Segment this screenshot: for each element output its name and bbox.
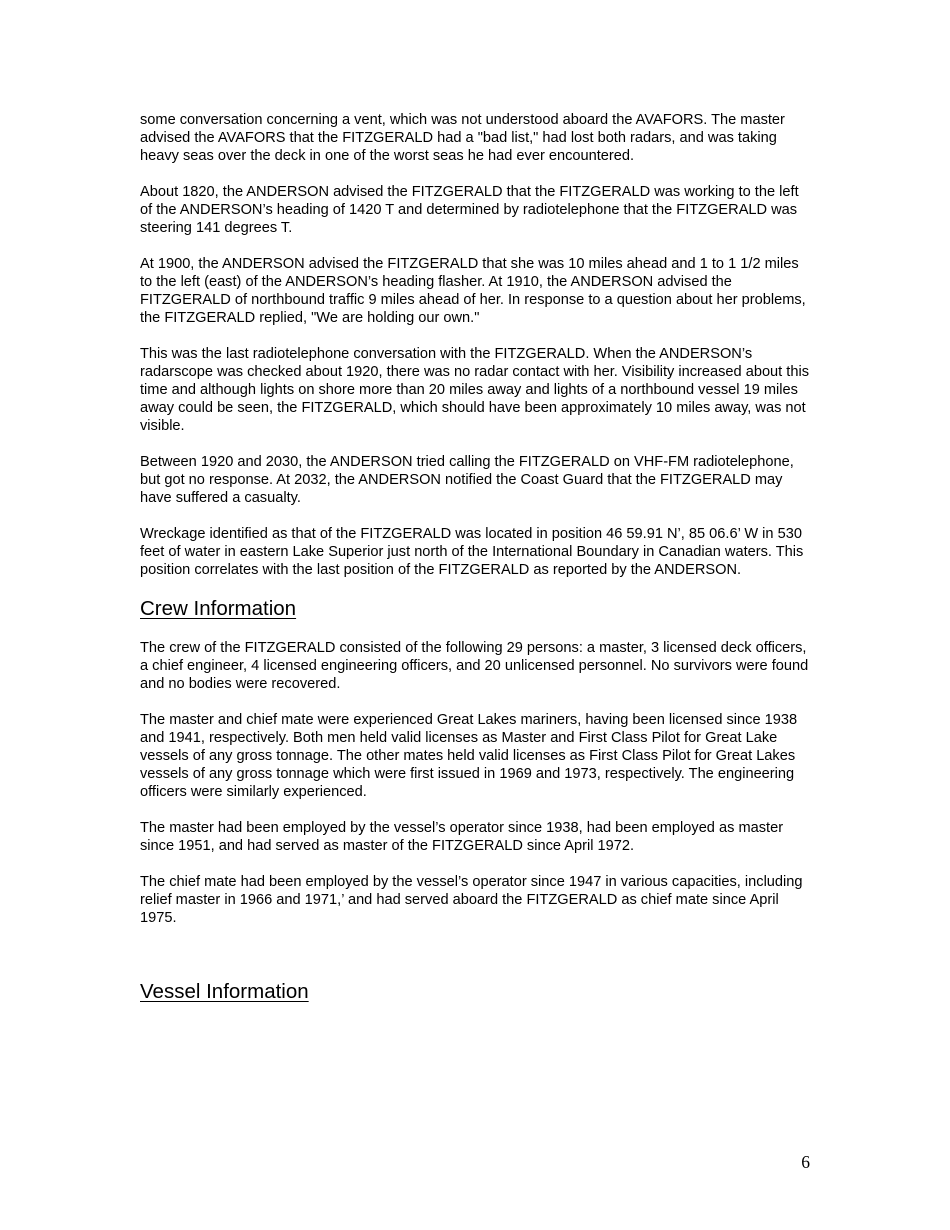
paragraph-holding-our-own: At 1900, the ANDERSON advised the FITZGERALD that she was 10 miles ahead and 1 to 1 1/2 miles to the left (east) of the ANDERSON’s heading flasher. At 1910, the ANDERSON advised the FITZGERALD of northbound traffic 9 miles ahead of her. In response to a question about her problems, the FITZGERALD replied, "We are holding our own."	[140, 256, 806, 326]
paragraph-avafors-conversation: some conversation concerning a vent, which was not understood aboard the AVAFORS. The master advised the AVAFORS that the FITZGERALD had a "bad list," had lost both radars, and was taking heavy seas over the deck in one of the worst seas he had ever encountered.	[140, 112, 785, 164]
crew-information-heading: Crew Information	[140, 597, 297, 620]
paragraph-master-chief-mate-licenses: The master and chief mate were experienced Great Lakes mariners, having been licensed since 1938 and 1941, respectively. Both men held valid licenses as Master and First Class Pilot for Great Lake vessels of any gross tonnage. The other mates held valid licenses as First Class Pilot for Great Lakes vessels of any gross tonnage which were first issued in 1969 and 1973, respectively. The engineering officers were similarly experienced.	[140, 712, 798, 800]
paragraph-crew-composition: The crew of the FITZGERALD consisted of the following 29 persons: a master, 3 licensed deck officers, a chief engineer, 4 licensed engineering officers, and 20 unlicensed personnel. No survivors were found and no bodies were recovered.	[140, 640, 809, 692]
page-content	[140, 111, 812, 1004]
paragraph-coast-guard-notified: Between 1920 and 2030, the ANDERSON tried calling the FITZGERALD on VHF-FM radiotelephone, but got no response. At 2032, the ANDERSON notified the Coast Guard that the FITZGERALD may have suffered a casualty.	[140, 454, 794, 506]
page-number: 6	[801, 1152, 810, 1172]
vessel-information-heading: Vessel Information	[140, 980, 309, 1003]
paragraph-master-employment: The master had been employed by the vessel’s operator since 1938, had been employed as master since 1951, and had served as master of the FITZGERALD since April 1972.	[140, 820, 784, 854]
paragraph-chief-mate-employment: The chief mate had been employed by the vessel’s operator since 1947 in various capacities, including relief master in 1966 and 1971,’ and had served aboard the FITZGERALD as chief mate since April 1975.	[140, 874, 803, 926]
paragraph-heading-1420: About 1820, the ANDERSON advised the FITZGERALD that the FITZGERALD was working to the left of the ANDERSON’s heading of 1420 T and determined by radiotelephone that the FITZGERALD was steering 141 degrees T.	[140, 184, 799, 236]
paragraph-wreckage-position: Wreckage identified as that of the FITZGERALD was located in position 46 59.91 N’, 85 06.6’ W in 530 feet of water in eastern Lake Superior just north of the International Boundary in Canadian waters. This position correlates with the last position of the FITZGERALD as reported by the ANDERSON.	[140, 526, 804, 578]
paragraph-last-conversation: This was the last radiotelephone conversation with the FITZGERALD. When the ANDERSON’s radarscope was checked about 1920, there was no radar contact with her. Visibility increased about this time and although lights on shore more than 20 miles away and lights of a northbound vessel 19 miles away could be seen, the FITZGERALD, which should have been approximately 10 miles away, was not visible.	[140, 346, 809, 434]
